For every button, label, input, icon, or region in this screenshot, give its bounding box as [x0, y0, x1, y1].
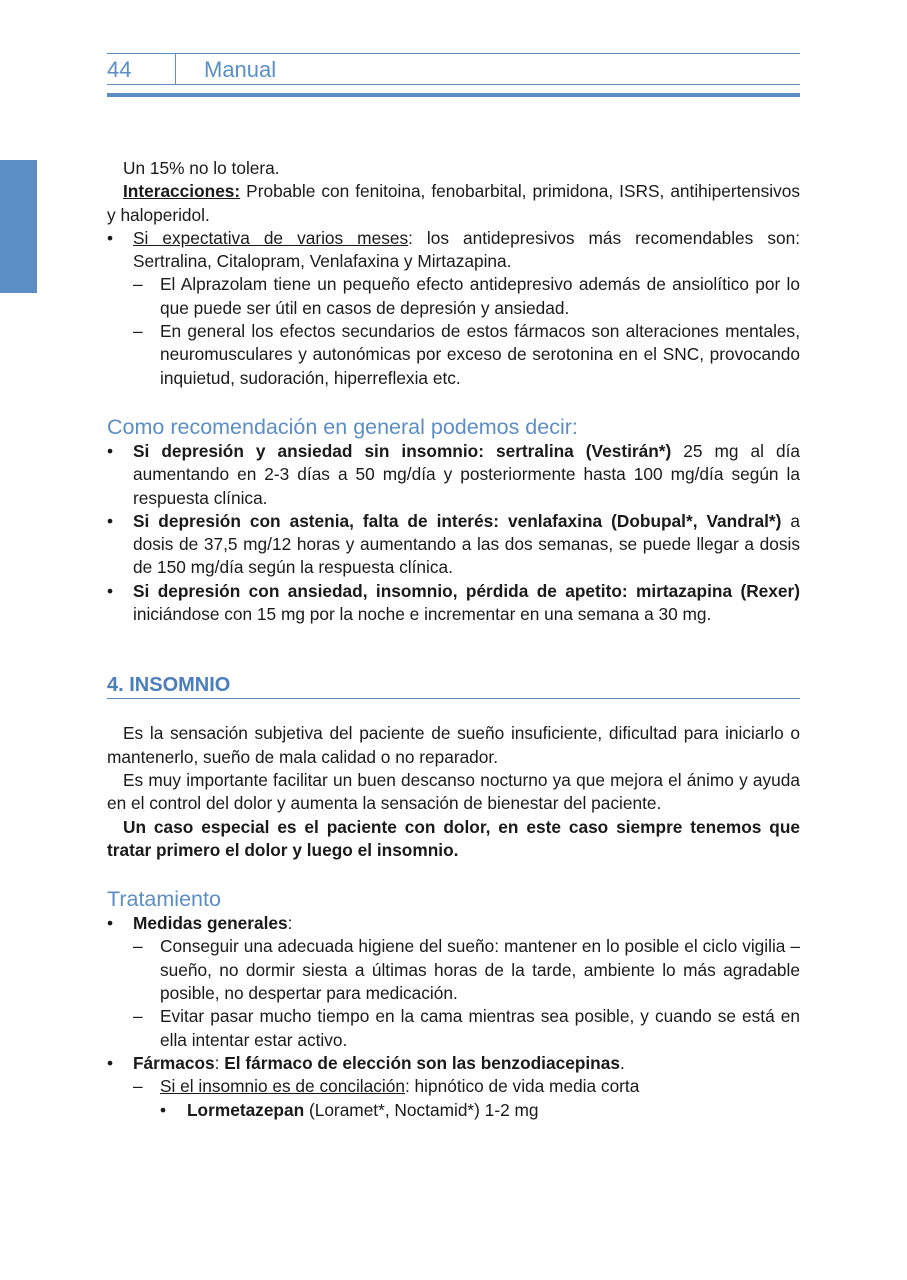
bullet-marker: •	[107, 510, 114, 531]
dash-marker: –	[133, 321, 143, 342]
dash-onset-insomnia: – Si el insomnio es de concilación: hipnótico de vida media corta	[107, 1075, 800, 1098]
header-rule-mid	[107, 84, 800, 85]
bullet-sertralina: • Si depresión y ansiedad sin insomnio: sertralina (Vestirán*) 25 mg al día aumentando en 2-3 días a 50 mg/día y posteriormente hasta 100 mg/día según la respuesta clínica.	[107, 440, 800, 508]
bullet-marker: •	[107, 1052, 114, 1073]
bullet-venlafaxina: • Si depresión con astenia, falta de interés: venlafaxina (Dobupal*, Vandral*) a dosis de 37,5 mg/12 horas y aumentando a las dos semanas, se puede llegar a dosis de 150 mg/día según la respuesta clínica.	[107, 510, 800, 578]
dash-marker: –	[133, 1006, 143, 1027]
chapter-side-tab	[0, 160, 37, 293]
page-number: 44	[107, 57, 132, 82]
bullet-marker: •	[107, 913, 114, 934]
treatment-heading: Tratamiento	[107, 887, 221, 912]
dash-marker: –	[133, 1076, 143, 1097]
bullet-lormetazepan: • Lormetazepan (Loramet*, Noctamid*) 1-2 mg	[107, 1099, 800, 1122]
recommendation-heading: Como recomendación en general podemos decir:	[107, 414, 578, 439]
section-title-insomnio: 4. INSOMNIO	[107, 672, 800, 699]
bullet-marker: •	[160, 1099, 167, 1120]
dash-side-effects: – En general los efectos secundarios de estos fármacos son alteraciones mentales, neuromusculares y autonómicas por exceso de serotonina en el SNC, provocando inquietud, sudoración, hiperreflexia etc.	[133, 321, 800, 388]
bullet-marker: •	[107, 227, 114, 248]
interactions-label: Interacciones:	[123, 181, 241, 202]
dash-marker: –	[133, 936, 143, 957]
running-title: Manual	[204, 57, 277, 82]
header-rule-bottom	[107, 93, 800, 97]
bullet-drugs: • Fármacos: El fármaco de elección son las benzodiacepinas.	[107, 1052, 800, 1075]
bullet-months-expectancy: • Si expectativa de varios meses: los antidepresivos más recomendables son: Sertralina, Citalopram, Venlafaxina y Mirtazapina.	[107, 227, 800, 272]
page-header	[107, 53, 800, 97]
header-divider	[175, 54, 176, 84]
header-rule-top	[107, 53, 800, 54]
bullet-mirtazapina: • Si depresión con ansiedad, insomnio, pérdida de apetito: mirtazapina (Rexer) iniciándose con 15 mg por la noche e incrementar en una semana a 30 mg.	[107, 580, 800, 625]
bullet-marker: •	[107, 580, 114, 601]
dash-bed-time: – Evitar pasar mucho tiempo en la cama mientras sea posible, y cuando se está en ella intentar estar activo.	[133, 1006, 800, 1050]
dash-sleep-hygiene: – Conseguir una adecuada higiene del sueño: mantener en lo posible el ciclo vigilia –sueño, no dormir siesta a últimas horas de la tarde, ambiente lo más agradable posible, no despertar para medicación.	[133, 936, 800, 1004]
paragraph-tolerance: Un 15% no lo tolera.	[123, 158, 280, 178]
paragraph-special-case: Un caso especial es el paciente con dolor, en este caso siempre tenemos que tratar primero el dolor y luego el insomnio.	[107, 816, 800, 860]
bullet-general-measures: • Medidas generales:	[107, 912, 800, 935]
paragraph-interactions: Interacciones: Probable con fenitoina, fenobarbital, primidona, ISRS, antihipertensivos y haloperidol.	[107, 181, 800, 225]
paragraph-insomnia-definition: Es la sensación subjetiva del paciente de sueño insuficiente, dificultad para iniciarlo o mantenerlo, sueño de mala calidad o no reparador.	[107, 723, 800, 767]
dash-marker: –	[133, 274, 143, 295]
paragraph-rest-importance: Es muy importante facilitar un buen descanso nocturno ya que mejora el ánimo y ayuda en el control del dolor y aumenta la sensación de bienestar del paciente.	[107, 769, 800, 814]
page-content	[107, 157, 800, 1122]
bullet-marker: •	[107, 440, 114, 461]
dash-alprazolam: – El Alprazolam tiene un pequeño efecto antidepresivo además de ansiolítico por lo que puede ser útil en casos de depresión y ansiedad.	[133, 274, 800, 318]
